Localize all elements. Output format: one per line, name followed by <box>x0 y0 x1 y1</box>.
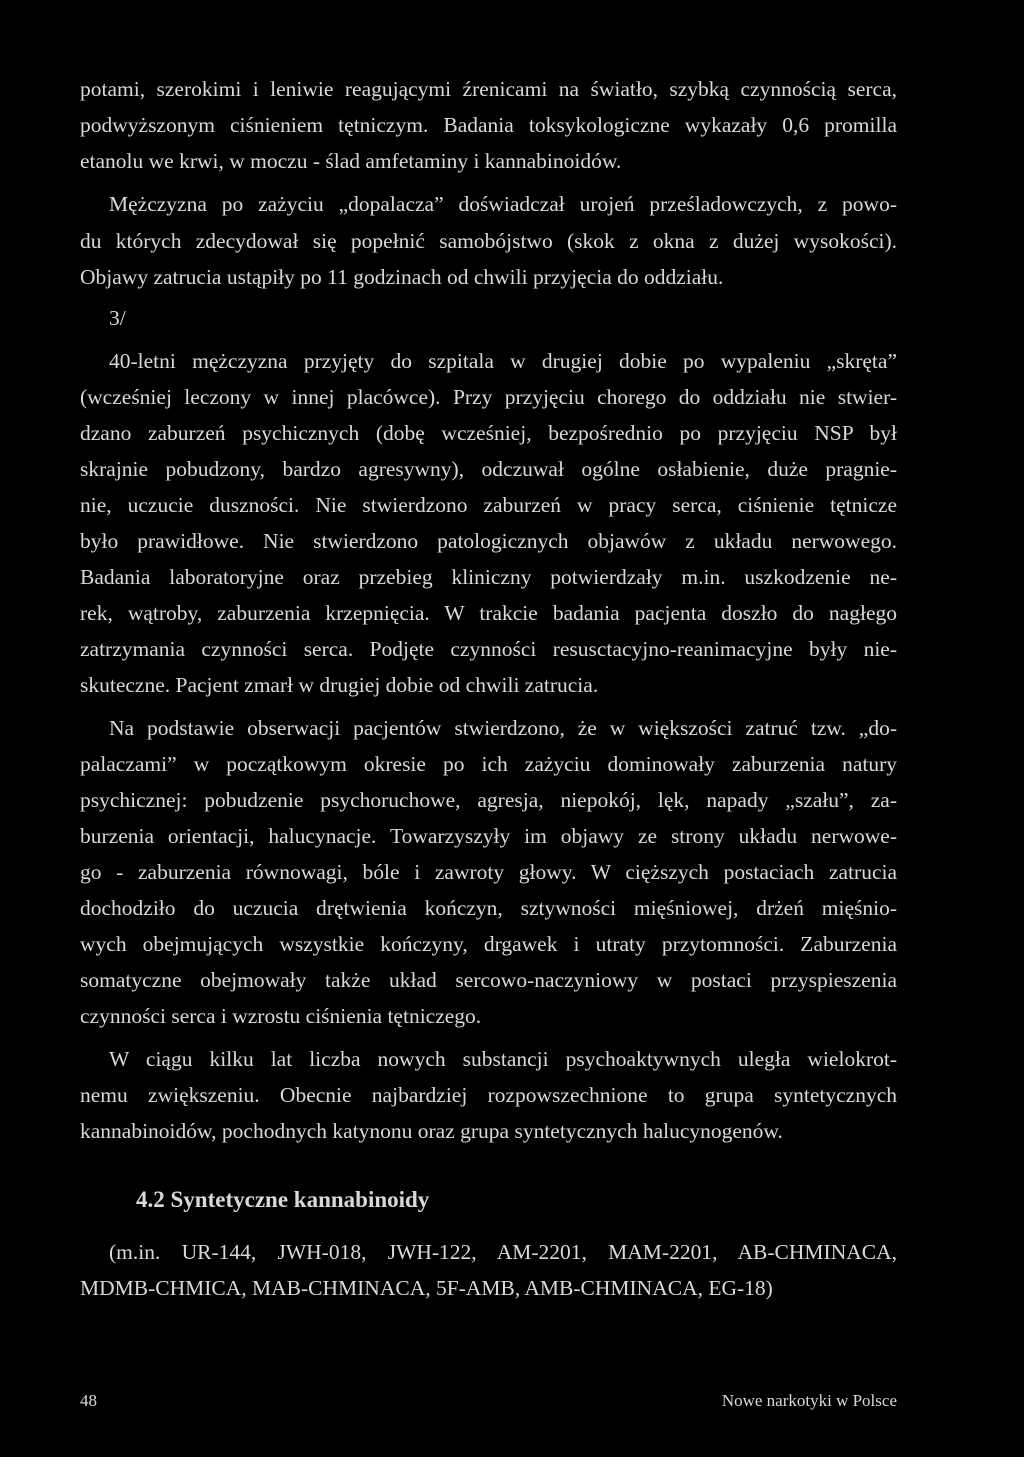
text-line: 40-letni mężczyzna przyjęty do szpitala w drugiej dobie po wypaleniu „skręta” <box>109 349 897 373</box>
text-line: etanolu we krwi, w moczu - ślad amfetaminy i kannabinoidów. <box>80 149 622 173</box>
text-line: MDMB-CHMICA, MAB-CHMINACA, 5F-AMB, AMB-CHMINACA, EG-18) <box>80 1276 773 1300</box>
text-line: palaczami” w początkowym okresie po ich zażyciu dominowały zaburzenia natury <box>80 752 897 776</box>
text-line: go - zaburzenia równowagi, bóle i zawroty głowy. W cięższych postaciach zatrucia <box>80 860 897 884</box>
text-line: burzenia orientacji, halucynacje. Towarzyszyły im objawy ze strony układu nerwowe- <box>80 824 897 848</box>
text-line: skrajnie pobudzony, bardzo agresywny), odczuwał ogólne osłabienie, duże pragnie- <box>80 457 897 481</box>
case-number: 3/ <box>109 306 126 330</box>
text-line: podwyższonym ciśnieniem tętniczym. Badania toksykologiczne wykazały 0,6 promilla <box>80 113 897 137</box>
text-line: (m.in. UR-144, JWH-018, JWH-122, AM-2201, MAM-2201, AB-CHMINACA, <box>109 1240 897 1264</box>
text-line: Mężczyzna po zażyciu „dopalacza” doświadczał urojeń prześladowczych, z powo- <box>109 192 897 216</box>
text-line: psychicznej: pobudzenie psychoruchowe, agresja, niepokój, lęk, napady „szału”, za- <box>80 788 897 812</box>
text-line: W ciągu kilku lat liczba nowych substancji psychoaktywnych uległa wielokrot- <box>109 1047 897 1071</box>
text-line: nemu zwiększeniu. Obecnie najbardziej rozpowszechnione to grupa syntetycznych <box>80 1083 897 1107</box>
text-line: Objawy zatrucia ustąpiły po 11 godzinach od chwili przyjęcia do oddziału. <box>80 265 724 289</box>
section-heading: 4.2 Syntetyczne kannabinoidy <box>136 1187 430 1212</box>
running-title: Nowe narkotyki w Polsce <box>721 1391 897 1410</box>
text-line: dochodziło do uczucia drętwienia kończyn, sztywności mięśniowej, drżeń mięśnio- <box>80 896 897 920</box>
text-line: czynności serca i wzrostu ciśnienia tętniczego. <box>80 1004 482 1028</box>
text-line: było prawidłowe. Nie stwierdzono patologicznych objawów z układu nerwowego. <box>80 529 897 553</box>
text-line: somatyczne obejmowały także układ sercowo-naczyniowy w postaci przyspieszenia <box>80 968 897 992</box>
page-number: 48 <box>80 1391 97 1410</box>
text-line: kannabinoidów, pochodnych katynonu oraz grupa syntetycznych halucynogenów. <box>80 1119 783 1143</box>
text-line: (wcześniej leczony w innej placówce). Przy przyjęciu chorego do oddziału nie stwier- <box>80 385 897 409</box>
text-line: Na podstawie obserwacji pacjentów stwierdzono, że w większości zatruć tzw. „do- <box>109 716 897 740</box>
text-line: wych obejmujących wszystkie kończyny, drgawek i utraty przytomności. Zaburzenia <box>80 932 897 956</box>
text-line: dzano zaburzeń psychicznych (dobę wcześniej, bezpośrednio po przyjęciu NSP był <box>80 421 897 445</box>
text-line: nie, uczucie duszności. Nie stwierdzono zaburzeń w pracy serca, ciśnienie tętnicze <box>80 493 897 517</box>
text-line: potami, szerokimi i leniwie reagującymi źrenicami na światło, szybką czynnością serca, <box>80 77 897 101</box>
text-line: skuteczne. Pacjent zmarł w drugiej dobie od chwili zatrucia. <box>80 673 599 697</box>
text-line: rek, wątroby, zaburzenia krzepnięcia. W trakcie badania pacjenta doszło do nagłego <box>80 601 897 625</box>
text-line: du których zdecydował się popełnić samobójstwo (skok z okna z dużej wysokości). <box>80 229 897 253</box>
text-line: zatrzymania czynności serca. Podjęte czynności resusctacyjno-reanimacyjne były nie- <box>80 637 897 661</box>
text-line: Badania laboratoryjne oraz przebieg kliniczny potwierdzały m.in. uszkodzenie ne- <box>80 565 897 589</box>
